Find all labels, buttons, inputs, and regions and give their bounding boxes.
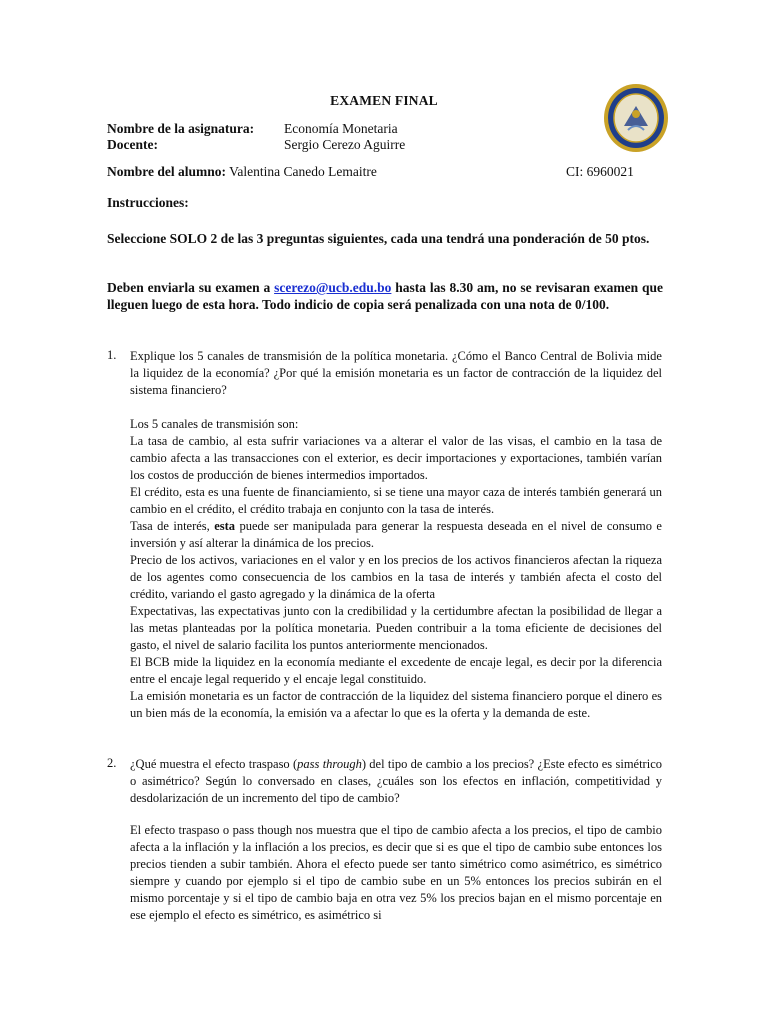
question-2-answer: El efecto traspaso o pass though nos muestra que el tipo de cambio afecta a los precios, el tipo de cambio afecta a la inflación y la inflación a los precios, es decir que si es que el tipo de cambio sube entonces los precios tienden a subir también. Ahora el efecto puede ser tanto simétrico como asimétrico, es simétrico siempre y cuando por ejemplo si el tipo de cambio sube en un 5% entonces los precios subirán en el mismo porcentaje y si el tipo de cambio baja en otra vez 5% los precios bajan en el mismo porcentaje en ese ejemplo el efecto es simétrico, es asimétrico si [130,823,662,922]
answer-1-paragraph: El crédito, esta es una fuente de financiamiento, si se tiene una mayor caza de interés también generará un cambio en el crédito, el crédito trabaja en conjunto con la tasa de interés. [130,485,662,516]
exam-title: EXAMEN FINAL [330,93,438,108]
teacher-value: Sergio Cerezo Aguirre [284,137,406,152]
student-row [107,164,377,180]
email-link[interactable]: scerezo@ucb.edu.bo [274,280,392,295]
submission-instruction [107,279,663,313]
submission-prefix: Deben enviarla su examen a [107,280,275,295]
university-seal-icon [602,82,670,154]
question-2-text-part: ) del tipo de cambio a los precios? ¿Este efecto es simétrico o asimétrico? Según lo conversado en clases, ¿cuáles son los efectos en inflación, competitividad y desdolarización de un incremento del tipo de cambio? [130,757,662,805]
question-2-text-part: ¿Qué muestra el efecto traspaso ( [130,757,298,771]
answer-text: Tasa de interés, [130,519,215,533]
teacher-row [107,137,406,153]
answer-1-paragraph: Expectativas, las expectativas junto con la credibilidad y la certidumbre afectan la posibilidad de llegar a las metas planteadas por la política monetaria. Pueden contribuir a la toma eficiente de decisiones del gasto, el nivel de salario facilita los puntos anteriormente mencionados. [130,604,662,652]
question-2-number: 2. [107,756,117,770]
answer-1-intro: Los 5 canales de transmisión son: [130,417,299,431]
question-1-text: Explique los 5 canales de transmisión de la política monetaria. ¿Cómo el Banco Central de Bolivia mide la liquidez de la economía? ¿Por qué la emisión monetaria es un factor de contracción de la liquidez del sistema financiero? [130,349,662,397]
student-value: Valentina Canedo Lemaitre [226,164,377,179]
question-1-answer [130,416,662,722]
answer-bold-text: esta [214,519,236,533]
answer-1-paragraph [130,518,662,552]
answer-1-paragraph: La emisión monetaria es un factor de contracción de la liquidez del sistema financiero porque el dinero es un bien más de la economía, la emisión va a afectar lo que es la oferta y la demanda de este. [130,689,662,720]
course-value: Economía Monetaria [284,121,398,136]
answer-1-paragraph: Precio de los activos, variaciones en el valor y en los precios de los activos financieros afectan la riqueza de los agentes como consecuencia de los cambios en la tasa de interés y también afecta el costo del crédito, variando el gasto agregado y la dinámica de la oferta [130,553,662,601]
student-id: CI: 6960021 [566,164,634,179]
submission-suffix: hasta las 8.30 am, no se revisaran examen que lleguen luego de esta hora. Todo indicio de copia será penalizada con una nota de 0/100. [107,280,663,312]
question-2-italic-term: pass through [297,757,362,771]
teacher-label: Docente: [107,137,158,152]
question-2-text [130,756,662,807]
instructions-heading: Instrucciones: [107,195,189,210]
student-label: Nombre del alumno: [107,164,227,179]
answer-text: puede ser manipulada para generar la respuesta deseada en el nivel de consumo e inversión y así alterar la dinámica de los precios. [130,519,662,550]
course-row [107,121,398,137]
question-1-number: 1. [107,348,117,362]
answer-1-paragraph: El BCB mide la liquidez en la economía mediante el excedente de encaje legal, es decir por la diferencia entre el encaje legal requerido y el encaje legal constituido. [130,655,662,686]
course-label: Nombre de la asignatura: [107,121,255,136]
answer-1-paragraph: La tasa de cambio, al esta sufrir variaciones va a alterar el valor de las visas, el cambio en la tasa de cambio afecta a las transacciones con el exterior, es decir importaciones y exportaciones, también varían los costos de producción de bienes intermedios importados. [130,434,662,482]
selection-instruction: Seleccione SOLO 2 de las 3 preguntas siguientes, cada una tendrá una ponderación de 50 ptos. [107,231,650,246]
